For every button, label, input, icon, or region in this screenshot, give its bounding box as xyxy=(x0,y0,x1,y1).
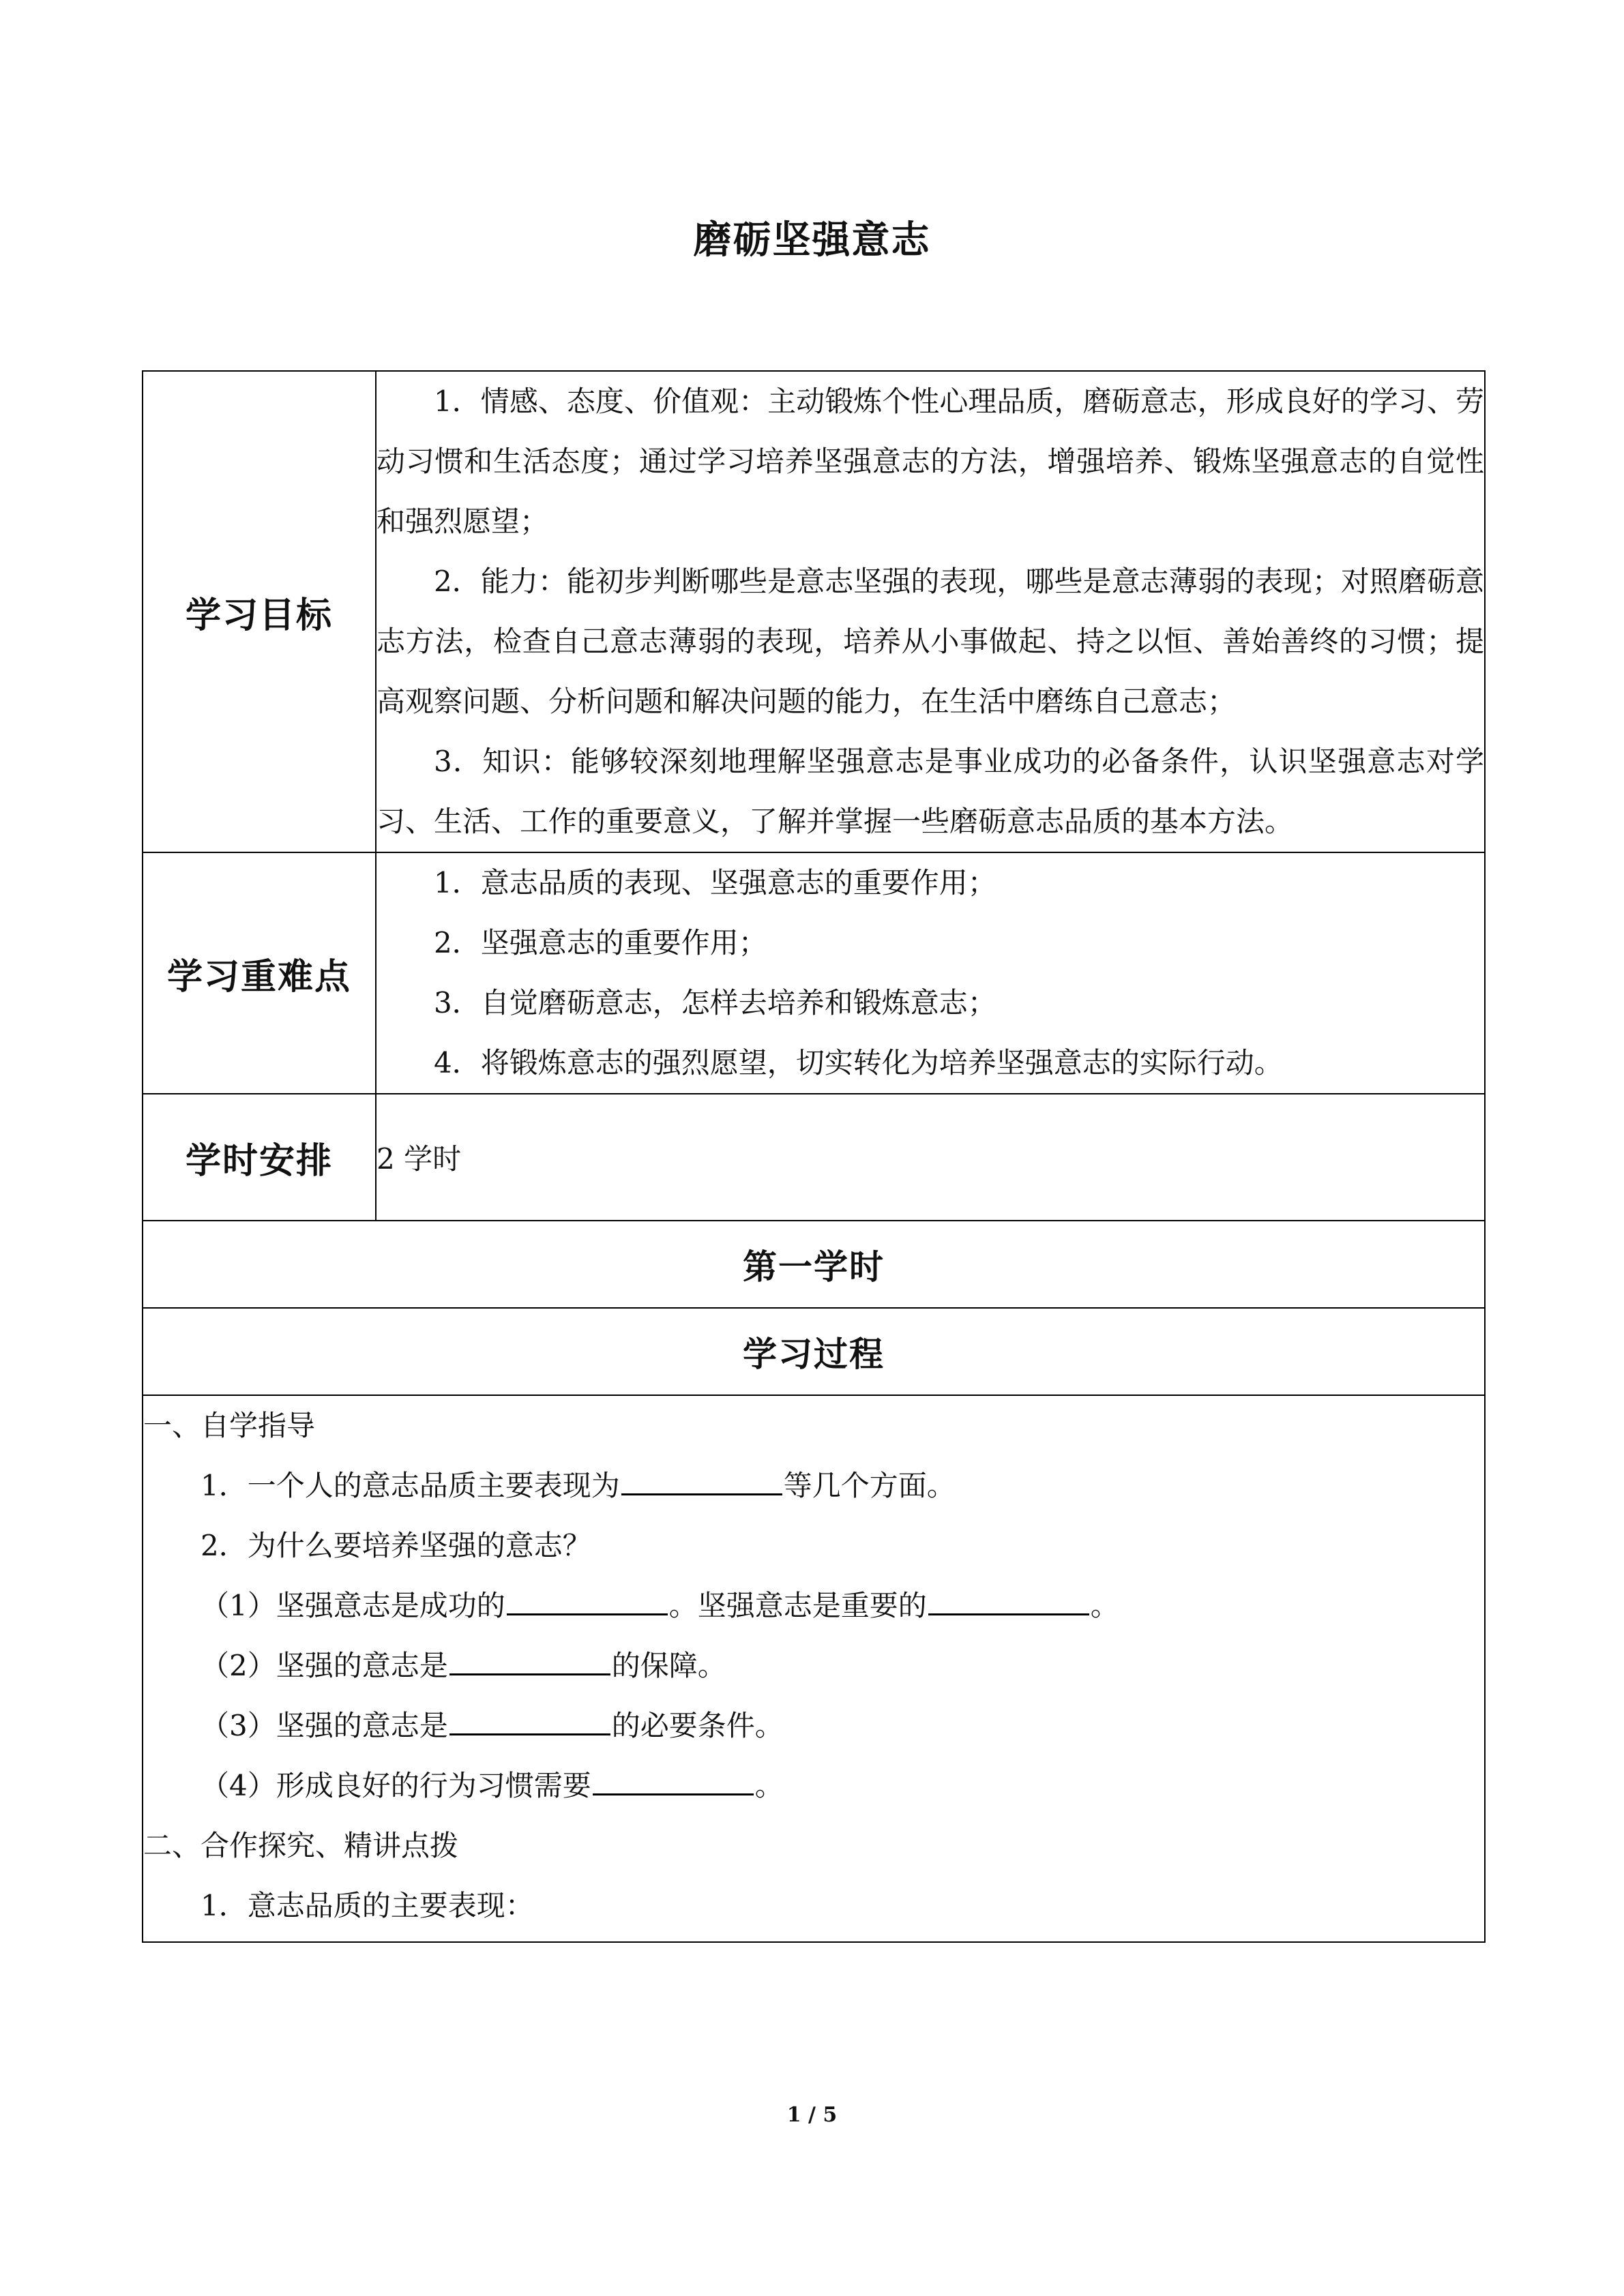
self-study-heading: 一、自学指导 xyxy=(143,1409,316,1442)
process-content-row xyxy=(143,1395,1485,1942)
lesson-title: 第一学时 xyxy=(143,1221,1485,1308)
keypoint-item: 1．意志品质的表现、坚强意志的重要作用； xyxy=(434,866,996,899)
document-title: 磨砺坚强意志 xyxy=(693,218,931,263)
question-2: 2．为什么要培养坚强的意志？ xyxy=(201,1529,591,1562)
schedule-row xyxy=(143,1094,1485,1221)
keypoint-item: 3．自觉磨砺意志，怎样去培养和锻炼意志； xyxy=(434,986,996,1019)
goal-item: 1．情感、态度、价值观：主动锻炼个性心理品质，磨砺意志，形成良好的学习、劳动习惯和生活态度；通过学习培养坚强意志的方法，增强培养、锻炼坚强意志的自觉性和强烈愿望； xyxy=(377,385,1484,538)
answer-blank[interactable] xyxy=(507,1582,668,1615)
answer-blank[interactable] xyxy=(621,1462,782,1495)
answer-blank[interactable] xyxy=(449,1702,610,1735)
answer-blank[interactable] xyxy=(928,1582,1089,1615)
keypoint-item: 2．坚强意志的重要作用； xyxy=(434,926,767,959)
goal-item: 3．知识：能够较深刻地理解坚强意志是事业成功的必备条件，认识坚强意志对学习、生活、工作的重要意义，了解并掌握一些磨砺意志品质的基本方法。 xyxy=(377,745,1484,838)
sub-question-1: （1）坚强意志是成功的 。坚强意志是重要的 。 xyxy=(143,1576,1484,1636)
goal-item: 2．能力：能初步判断哪些是意志坚强的表现，哪些是意志薄弱的表现；对照磨砺意志方法，检查自己意志薄弱的表现，培养从小事做起、持之以恒、善始善终的习惯；提高观察问题、分析问题和解决问题的能力，在生活中磨练自己意志； xyxy=(377,565,1484,718)
sub-question-3: （3）坚强的意志是 的必要条件。 xyxy=(143,1696,1484,1756)
answer-blank[interactable] xyxy=(449,1642,610,1675)
answer-blank[interactable] xyxy=(593,1762,754,1795)
cooperation-item-1: 1．意志品质的主要表现： xyxy=(201,1889,534,1922)
keypoint-item: 4．将锻炼意志的强烈愿望，切实转化为培养坚强意志的实际行动。 xyxy=(434,1046,1283,1079)
lesson-title-row xyxy=(143,1221,1485,1308)
goals-label: 学习目标 xyxy=(143,371,376,852)
question-1: 1．一个人的意志品质主要表现为 等几个方面。 xyxy=(143,1456,1484,1516)
page-number: 1 / 5 xyxy=(786,2103,838,2127)
cooperation-heading: 二、合作探究、精讲点拨 xyxy=(143,1829,459,1862)
goals-content xyxy=(376,371,1485,852)
sub-question-2: （2）坚强的意志是 的保障。 xyxy=(143,1636,1484,1696)
schedule-label: 学时安排 xyxy=(143,1094,376,1221)
goals-row xyxy=(143,371,1485,852)
sub-question-4: （4）形成良好的行为习惯需要 。 xyxy=(143,1756,1484,1816)
keypoints-label: 学习重难点 xyxy=(143,852,376,1094)
process-title-row xyxy=(143,1308,1485,1395)
schedule-value: 2 学时 xyxy=(376,1094,1485,1221)
process-content xyxy=(143,1395,1485,1942)
process-title: 学习过程 xyxy=(143,1308,1485,1395)
lesson-plan-table xyxy=(142,370,1486,1943)
keypoints-content xyxy=(376,852,1485,1094)
keypoints-row xyxy=(143,852,1485,1094)
